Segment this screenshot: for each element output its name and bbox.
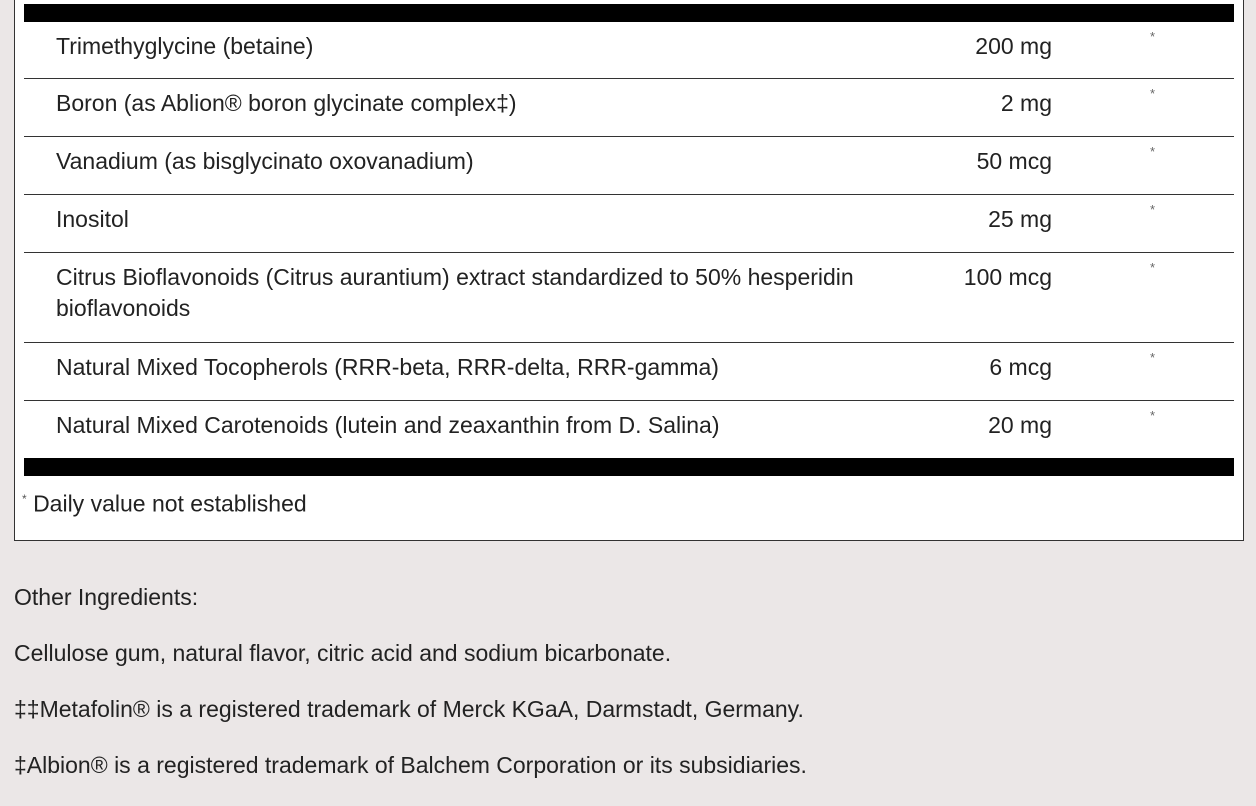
ingredient-name: Trimethyglycine (betaine) <box>56 33 314 59</box>
table-row <box>24 195 1234 253</box>
other-ingredients-text: Cellulose gum, natural flavor, citric acid and sodium bicarbonate. <box>14 640 672 666</box>
daily-value-mark: * <box>1150 29 1156 44</box>
ingredient-amount: 100 mcg <box>963 264 1052 290</box>
table-top-bar <box>24 4 1234 22</box>
trademark-metafolin: ‡‡Metafolin® is a registered trademark of Merck KGaA, Darmstadt, Germany. <box>14 696 804 722</box>
table-row <box>24 79 1234 137</box>
daily-value-mark: * <box>1150 260 1156 275</box>
ingredient-amount: 6 mcg <box>989 354 1052 380</box>
table-row <box>24 343 1234 401</box>
ingredient-name: Natural Mixed Tocopherols (RRR-beta, RRR-delta, RRR-gamma) <box>56 354 719 380</box>
ingredient-amount: 20 mg <box>988 412 1052 438</box>
table-bottom-bar <box>24 458 1234 476</box>
table-row <box>24 253 1234 343</box>
daily-value-mark: * <box>1150 144 1156 159</box>
ingredient-amount: 2 mg <box>1000 90 1052 116</box>
table-row <box>24 401 1234 458</box>
ingredient-name: Citrus Bioflavonoids (Citrus aurantium) extract standardized to 50% hesperidin bioflavonoids <box>56 264 854 321</box>
ingredient-table <box>24 22 1234 458</box>
daily-value-mark: * <box>1150 350 1156 365</box>
trademark-albion: ‡Albion® is a registered trademark of Balchem Corporation or its subsidiaries. <box>14 752 807 778</box>
ingredient-amount: 25 mg <box>988 206 1052 232</box>
daily-value-mark: * <box>1150 202 1156 217</box>
ingredient-name: Boron (as Ablion® boron glycinate complex‡) <box>56 90 517 116</box>
table-row <box>24 22 1234 79</box>
ingredient-amount: 50 mcg <box>976 148 1052 174</box>
ingredient-name: Vanadium (as bisglycinato oxovanadium) <box>56 148 474 174</box>
daily-value-mark: * <box>1150 408 1156 423</box>
ingredient-amount: 200 mg <box>975 33 1052 59</box>
table-row <box>24 137 1234 195</box>
ingredient-name: Natural Mixed Carotenoids (lutein and zeaxanthin from D. Salina) <box>56 412 720 438</box>
daily-value-mark: * <box>1150 86 1156 101</box>
footnote-text: Daily value not established <box>33 490 307 517</box>
other-ingredients-heading: Other Ingredients: <box>14 584 199 610</box>
ingredient-name: Inositol <box>56 206 129 232</box>
daily-value-footnote <box>22 484 307 519</box>
footnote-mark: * <box>22 492 27 506</box>
